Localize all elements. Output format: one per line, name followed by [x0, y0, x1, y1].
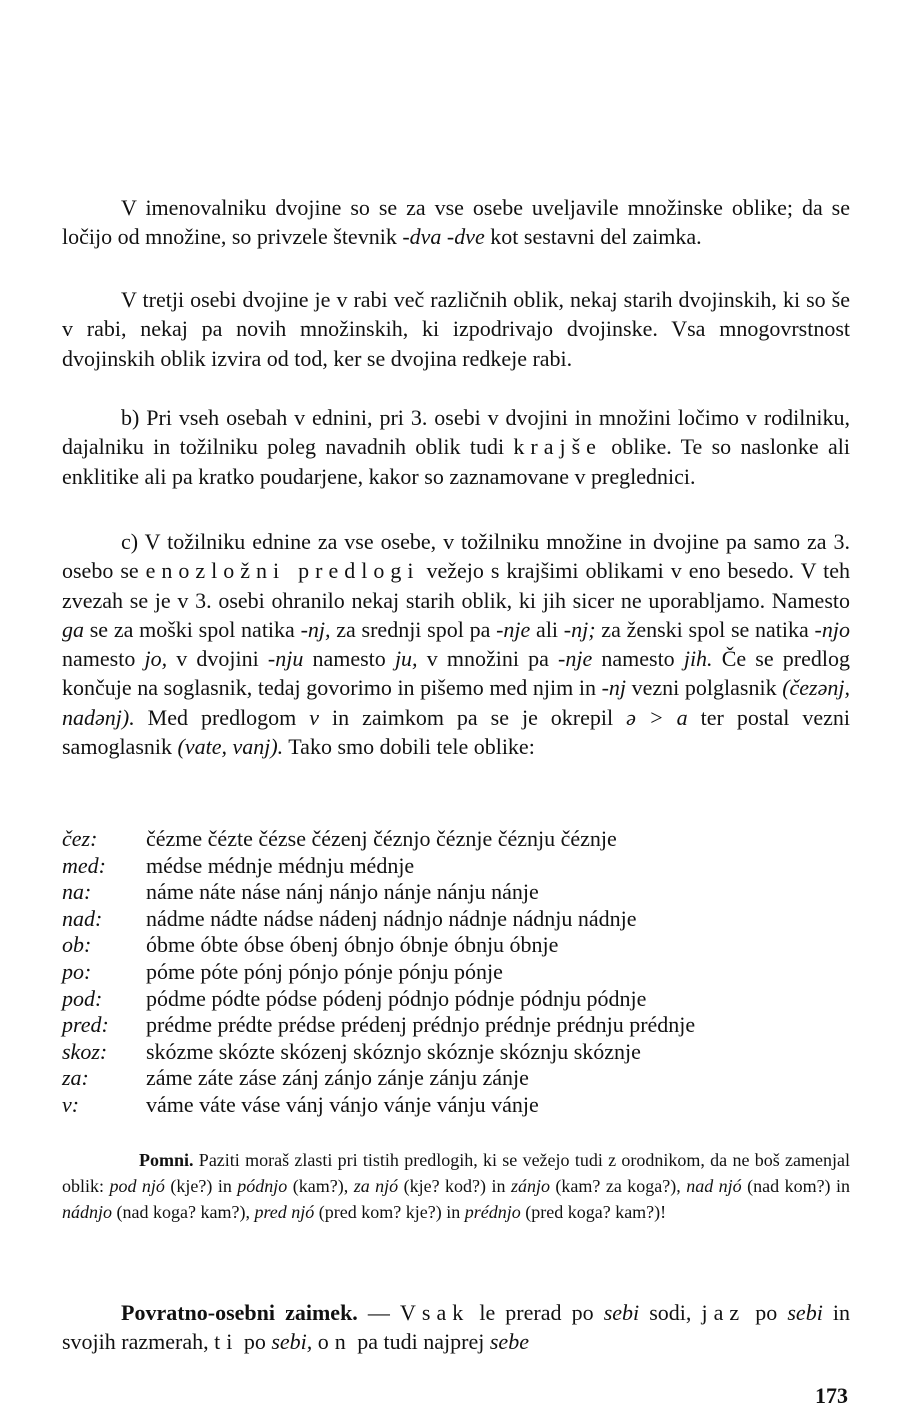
italic-text: sebe [489, 1329, 529, 1355]
spaced-text: krajše [513, 434, 602, 460]
text: in zaimkom pa se je okrepil [319, 704, 627, 730]
page-number: 173 [815, 1383, 848, 1408]
paragraph-third-person-dual [62, 285, 850, 373]
table-row [62, 959, 862, 986]
pronoun-forms: skózme skózte skózenj skóznjo skóznje skóznju skóznje [146, 1038, 641, 1064]
text: in svojih razmerah, [62, 1300, 851, 1355]
italic-text: jo, [144, 646, 168, 672]
preposition: za: [62, 1065, 89, 1091]
text: ter postal vezni samoglasnik [62, 704, 850, 760]
text: b) Pri vseh osebah v ednini, pri 3. osebi v dvojini in množini ločimo v rodilniku, dajalniku in tožilniku poleg navadnih oblik tudi [62, 405, 850, 460]
spaced-text: ti [214, 1329, 239, 1355]
italic-text: nádnjo [62, 1202, 113, 1223]
italic-text: pod njó [109, 1176, 165, 1197]
text: V tretji osebi dvojine je v rabi več različnih oblik, nekaj starih dvojinskih, ki so še v rabi, nekaj pa novih množinskih, ki izpodrivajo dvojinske. Vsa mnogovrstnost dvojinskih oblik izvira od tod, ker se dvojina redkeje rabi. [62, 287, 850, 371]
spaced-text: on [317, 1329, 352, 1355]
section-heading: Povratno-osebni zaimek. [121, 1300, 358, 1325]
pronoun-forms: médse médnje médnju médnje [146, 852, 415, 878]
text: vezni polglasnik [626, 675, 783, 701]
text: Tako smo dobili tele oblike: [283, 734, 535, 760]
table-row [62, 1065, 862, 1092]
preposition: nad: [62, 905, 103, 931]
pronoun-forms: pódme pódte pódse pódenj pódnjo pódnje pódnju pódnje [146, 985, 647, 1011]
text: Paziti moraš zlasti pri tistih predlogih, ki se vežejo tudi z orodnikom, da ne boš zamenjal oblik: [62, 1150, 850, 1197]
pronoun-forms: čézme čézte čézse čézenj čéznjo čéznje čéznju čéznje [146, 826, 617, 851]
note-label: Pomni. [139, 1150, 194, 1170]
text: namesto [62, 646, 145, 672]
italic-text: -nj; [563, 616, 596, 642]
italic-text: ju, [394, 646, 418, 672]
table-row [62, 906, 862, 933]
pomni-note [62, 1147, 850, 1226]
table-row [62, 826, 862, 853]
text: po [238, 1329, 272, 1355]
text: (kam?), [287, 1176, 354, 1197]
text: vežejo s krajšimi oblikami v eno besedo. V teh zvezah se je v 3. osebi ohranilo nekaj starih oblik, ki jih sicer ne uporabljamo. Namesto [62, 558, 850, 613]
preposition: po: [62, 958, 92, 984]
text: za srednji spol pa [330, 616, 497, 642]
italic-text: -nje [558, 646, 593, 672]
preposition: med: [62, 852, 106, 878]
paragraph-nominative-dual [62, 193, 850, 252]
preposition: pred: [62, 1012, 109, 1038]
table-row [62, 932, 862, 959]
text: c) V tožilniku ednine za vse osebe, v tožilniku množine in dvojine pa samo za 3. osebo se [62, 529, 850, 584]
table-row [62, 1092, 862, 1119]
spaced-text: Vsak [400, 1300, 470, 1325]
preposition-forms-table [62, 826, 862, 1119]
text: V imenovalniku dvojine so se za vse osebe uveljavile množinske oblike; da se ločijo od množine, so privzele števnik [62, 195, 850, 250]
pronoun-forms: váme váte váse vánj vánjo vánje vánju vánje [146, 1091, 539, 1117]
pronoun-forms: záme záte záse zánj zánjo zánje zánju zánje [146, 1065, 529, 1091]
text: za ženski spol se natika [595, 616, 815, 642]
paragraph-reflexive-pronoun [62, 1298, 850, 1357]
preposition: pod: [62, 985, 103, 1011]
text: le prerad po [469, 1300, 604, 1325]
italic-text: v [309, 704, 320, 730]
text: kot sestavni del zaimka. [484, 224, 702, 250]
table-row [62, 1039, 862, 1066]
italic-text: pred njó [254, 1202, 315, 1223]
text: — [357, 1300, 401, 1325]
text: Če se predlog končuje na soglasnik, tedaj govorimo in pišemo med njim in [62, 646, 850, 701]
text: ali [530, 616, 564, 642]
table-row [62, 853, 862, 880]
text: (kje? kod?) in [398, 1176, 511, 1197]
italic-text: -nje [496, 616, 531, 642]
preposition: čez: [62, 826, 98, 851]
spaced-text: enozložni predlogi [145, 558, 420, 584]
pronoun-forms: nádme nádte nádse nádenj nádnjo nádnje nádnju nádnje [146, 905, 637, 931]
text: po [745, 1300, 788, 1325]
italic-text: ga [62, 616, 84, 642]
italic-text: sebi [603, 1300, 640, 1325]
spaced-text: jaz [701, 1300, 746, 1325]
italic-text: -dva -dve [402, 224, 485, 250]
italic-text: jih. [683, 646, 713, 672]
italic-text: (vate, vanj). [177, 734, 284, 760]
italic-text: -nj, [300, 616, 331, 642]
text: (pred kom? kje?) in [314, 1202, 465, 1223]
text: (pred koga? kam?)! [520, 1202, 667, 1223]
preposition: skoz: [62, 1038, 108, 1064]
table-row [62, 1012, 862, 1039]
pronoun-forms: náme náte náse nánj nánjo nánje nánju nánje [146, 879, 539, 905]
italic-text: nad njó [686, 1176, 742, 1197]
preposition: v: [62, 1091, 80, 1117]
italic-text: zánjo [510, 1176, 550, 1197]
italic-text: ə > a [626, 704, 688, 730]
table-row [62, 879, 862, 906]
italic-text: pódnjo [237, 1176, 288, 1197]
text: namesto [303, 646, 395, 672]
italic-text: -njo [814, 616, 850, 642]
text: se za moški spol natika [84, 616, 301, 642]
paragraph-c-prepositions [62, 527, 850, 761]
italic-text: sebi, [271, 1329, 313, 1355]
pronoun-forms: óbme óbte óbse óbenj óbnjo óbnje óbnju óbnje [146, 932, 559, 958]
text: oblike. Te so naslonke ali enklitike ali pa kratko poudarjene, kakor so zaznamovane v preglednici. [62, 434, 850, 489]
italic-text: (čezənj, nadənj). [62, 675, 850, 730]
text: Med predlogom [134, 704, 310, 730]
text: v množini pa [417, 646, 559, 672]
italic-text: za njó [353, 1176, 399, 1197]
preposition: ob: [62, 932, 92, 958]
text: (kje?) in [164, 1176, 238, 1197]
italic-text: prédnjo [464, 1202, 521, 1223]
pronoun-forms: póme póte pónj pónjo pónje pónju pónje [146, 958, 503, 984]
table-row [62, 986, 862, 1013]
italic-text: -nju [267, 646, 304, 672]
text: v dvojini [167, 646, 268, 672]
text: (kam? za koga?), [549, 1176, 687, 1197]
italic-text: -nj [601, 675, 627, 701]
text: namesto [592, 646, 684, 672]
text: (nad koga? kam?), [112, 1202, 255, 1223]
preposition: na: [62, 879, 92, 905]
italic-text: sebi [787, 1300, 823, 1325]
paragraph-b-shorter-forms [62, 403, 850, 491]
text: (nad kom?) in [741, 1176, 851, 1197]
text: sodi, [639, 1300, 702, 1325]
pronoun-forms: prédme prédte prédse prédenj prédnjo prédnje prédnju prédnje [146, 1012, 696, 1038]
text: pa tudi najprej [351, 1329, 490, 1355]
